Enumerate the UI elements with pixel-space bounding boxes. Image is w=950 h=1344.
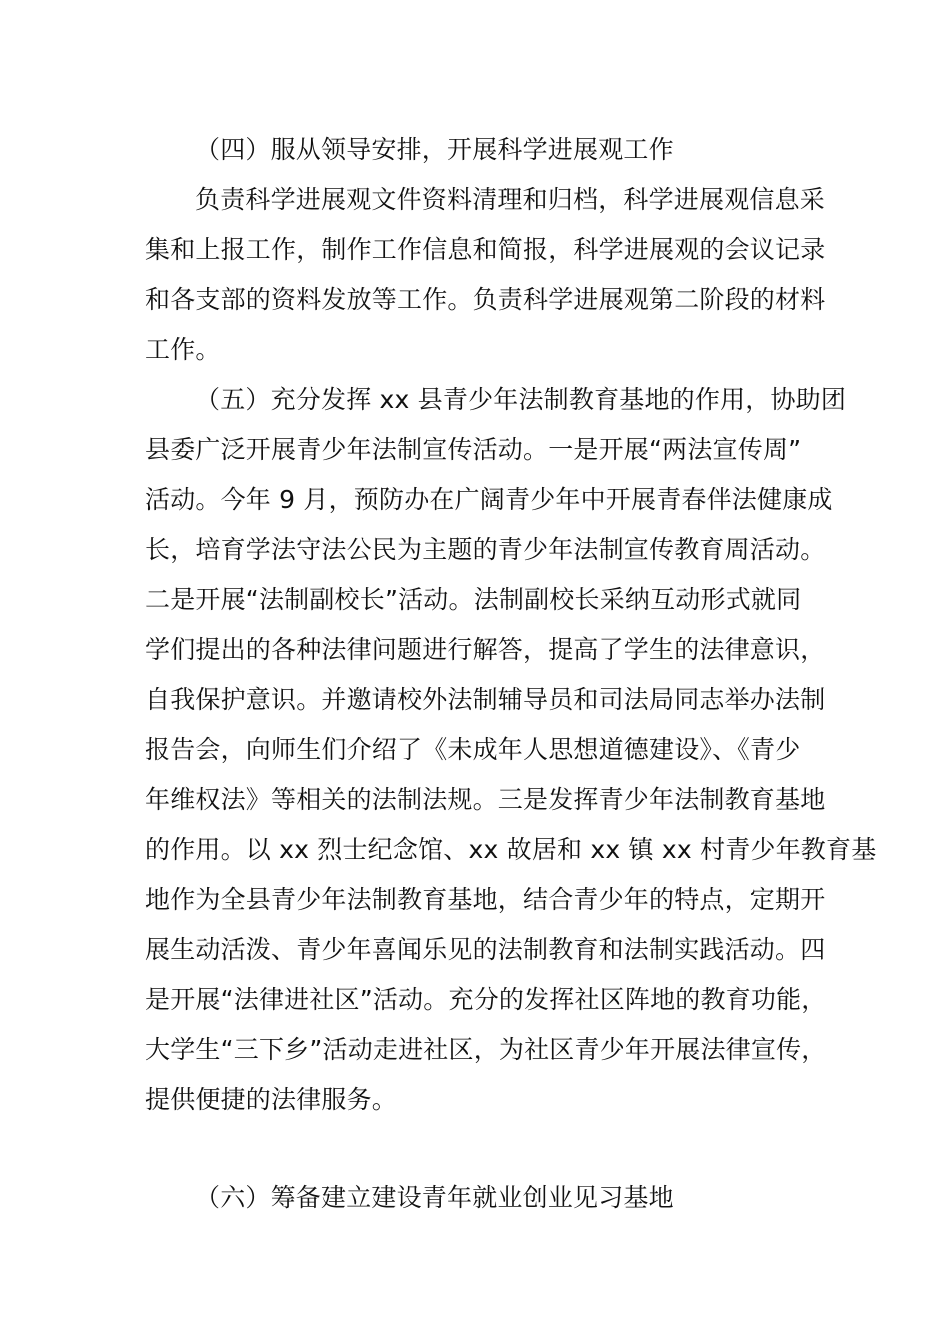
paragraph-line: 长，培育学法守法公民为主题的青少年法制宣传教育周活动。: [145, 535, 826, 564]
paragraph-line: 的作用。以 xx 烈士纪念馆、xx 故居和 xx 镇 xx 村青少年教育基: [145, 835, 877, 864]
paragraph-line: 工作。: [145, 335, 221, 364]
paragraph-line: 大学生“三下乡”活动走进社区，为社区青少年开展法律宣传，: [145, 1035, 827, 1064]
paragraph-line: 自我保护意识。并邀请校外法制辅导员和司法局同志举办法制: [145, 685, 826, 714]
paragraph-line: 学们提出的各种法律问题进行解答，提高了学生的法律意识，: [145, 635, 826, 664]
paragraph-line: 报告会，向师生们介绍了《未成年人思想道德建设》、《青少: [145, 735, 801, 764]
paragraph-line: 负责科学进展观文件资料清理和归档，科学进展观信息采: [195, 185, 826, 214]
paragraph-line: 展生动活泼、青少年喜闻乐见的法制教育和法制实践活动。四: [145, 935, 826, 964]
paragraph-line: 县委广泛开展青少年法制宣传活动。一是开展“两法宣传周”: [145, 435, 802, 464]
section-heading-6: （六）筹备建立建设青年就业创业见习基地: [195, 1183, 674, 1212]
paragraph-line: 地作为全县青少年法制教育基地，结合青少年的特点，定期开: [145, 885, 826, 914]
paragraph-line: 二是开展“法制副校长”活动。法制副校长采纳互动形式就同: [145, 585, 802, 614]
paragraph-line: 年维权法》等相关的法制法规。三是发挥青少年法制教育基地: [145, 785, 826, 814]
paragraph-line: 活动。今年 9 月，预防办在广阔青少年中开展青春伴法健康成: [145, 485, 833, 514]
paragraph-line: 提供便捷的法律服务。: [145, 1085, 398, 1114]
paragraph-line: 是开展“法律进社区”活动。充分的发挥社区阵地的教育功能，: [145, 985, 827, 1014]
paragraph-line: 和各支部的资料发放等工作。负责科学进展观第二阶段的材料: [145, 285, 826, 314]
section-heading-5: （五）充分发挥 xx 县青少年法制教育基地的作用，协助团: [195, 385, 847, 414]
paragraph-line: 集和上报工作，制作工作信息和简报，科学进展观的会议记录: [145, 235, 826, 264]
section-heading-4: （四）服从领导安排，开展科学进展观工作: [195, 135, 674, 164]
